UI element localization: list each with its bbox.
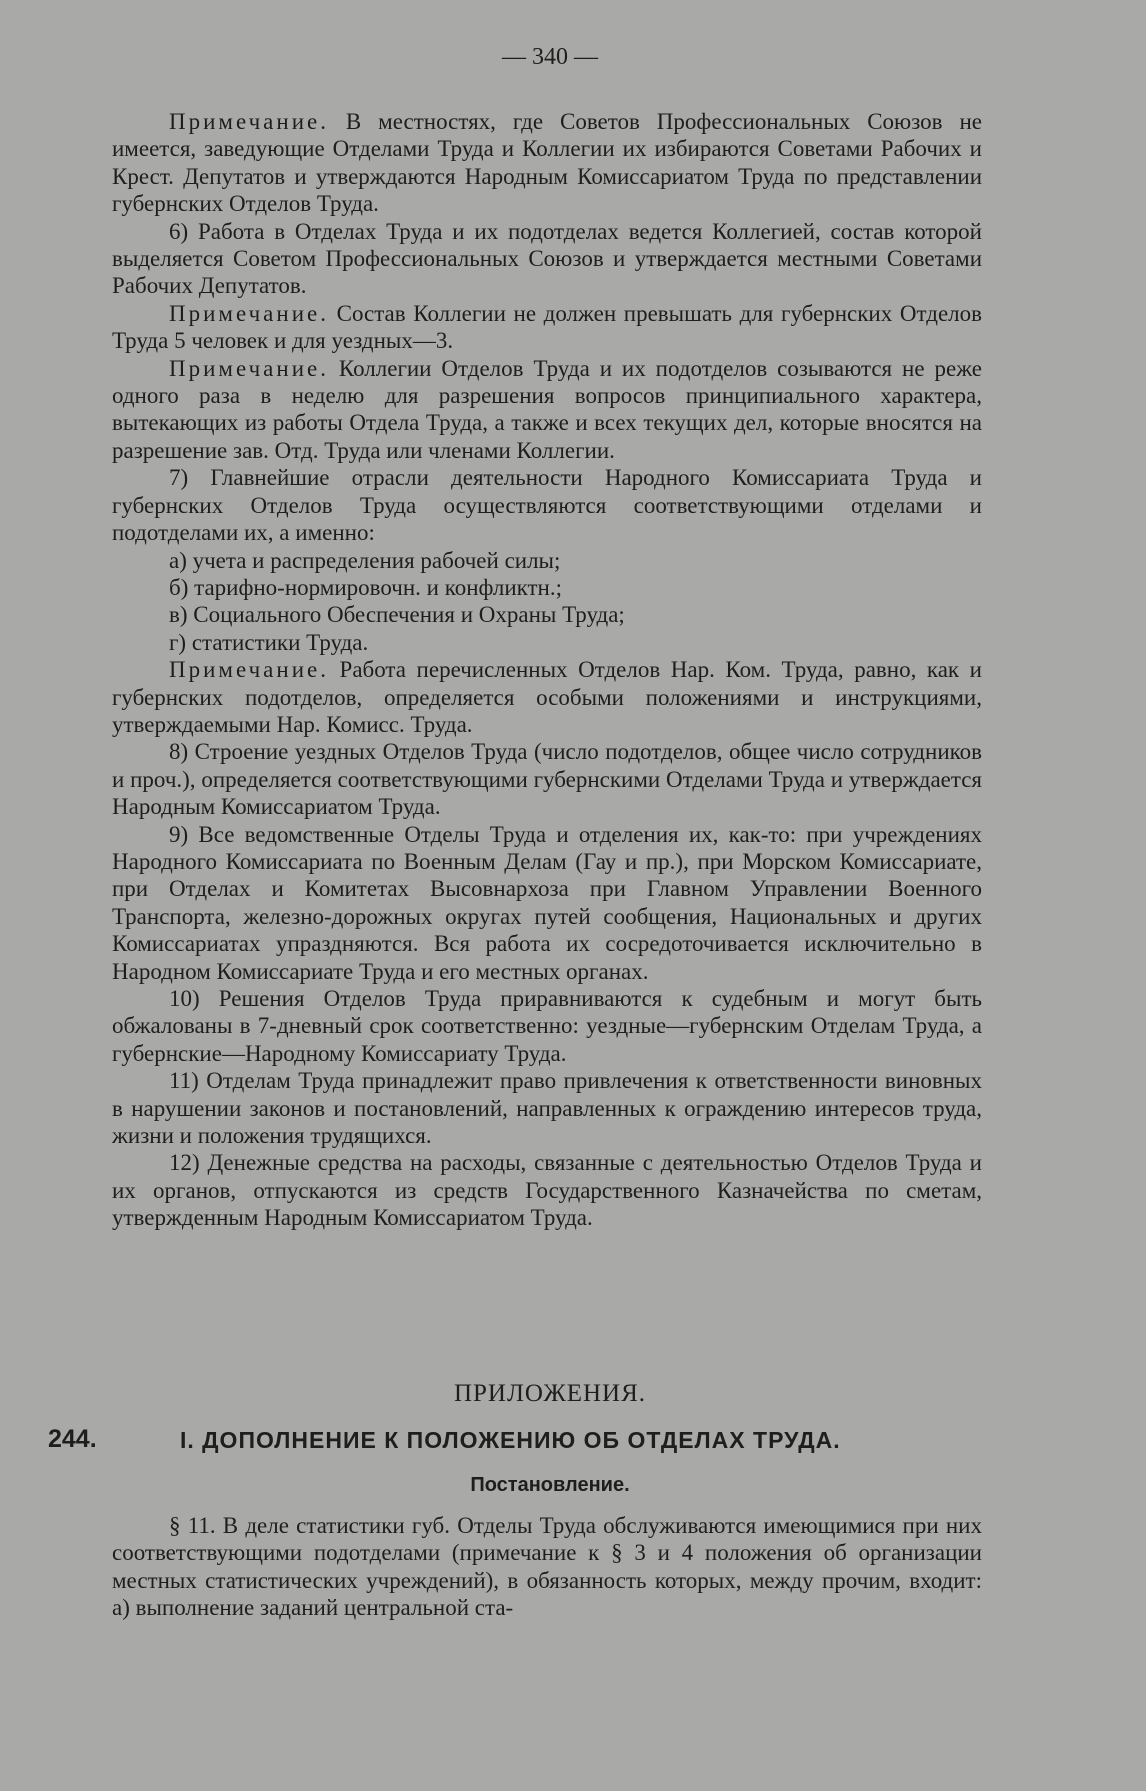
paragraph-6: 6) Работа в Отделах Труда и их подотделах ведется Коллегией, состав которой выделяется Советом Профессиональных Союзов и утверждается местными Советами Рабочих Депутатов. <box>112 218 982 299</box>
list-item: б) тарифно-нормировочн. и конфликтн.; <box>169 574 562 600</box>
list-item: в) Социального Обеспечения и Охраны Труда; <box>169 602 625 628</box>
subheading: Постановление. <box>470 1474 630 1496</box>
paragraph-11: 11) Отделам Труда принадлежит право привлечения к ответственности виновных в нарушении законов и постановлений, направленных к ограждению интересов труда, жизни и положения трудящихся. <box>112 1068 982 1149</box>
paragraph-12: 12) Денежные средства на расходы, связанные с деятельностью Отделов Труда и их органов, отпускаются из средств Государственного Казначейства по сметам, утвержденным Народным Комиссариатом Труда. <box>112 1150 982 1231</box>
section-number: 244. <box>48 1425 97 1453</box>
note-paragraph <box>112 108 982 218</box>
note-label: Примечание. <box>169 355 329 381</box>
paragraph-text: Коллегии Отделов Труда и их подотделов созываются не реже одного раза в неделю для разрешения вопросов принципиального характера, вытекающих из работы Отдела Труда, а также и всех текущих дел, которые вносятся на разрешение зав. Отд. Труда или членами Коллегии. <box>112 355 982 463</box>
paragraph-9: 9) Все ведомственные Отделы Труда и отделения их, как-то: при учреждениях Народного Комиссариата по Военным Делам (Гау и пр.), при Морском Комиссариате, при Отделах и Комитетах Высовнархоза при Главном Управлении Военного Транспорта, железно-дорожных округах путей сообщения, Национальных и других Комиссариатах упраздняются. Вся работа их сосредоточивается исключительно в Народном Комиссариате Труда и его местных органах. <box>112 821 982 984</box>
list-item: г) статистики Труда. <box>169 629 369 655</box>
paragraph-8: 8) Строение уездных Отделов Труда (число подотделов, общее число сотрудников и проч.), определяется соответствующими губернскими Отделами Труда и утверждается Народным Комиссариатом Труда. <box>112 739 982 820</box>
appendix-heading: ПРИЛОЖЕНИЯ. <box>453 1380 647 1407</box>
note-paragraph <box>112 300 982 355</box>
page-number: — 340 — <box>502 44 598 70</box>
note-label: Примечание. <box>169 300 329 326</box>
note-label: Примечание. <box>169 109 329 134</box>
paragraph-text: В местностях, где Советов Профессиональных Союзов не имеется, заведующие Отделами Труда и Коллегии их избираются Советами Рабочих и Крест. Депутатов и утверждаются Народным Комиссариатом Труда по представлении губернских Отделов Труда. <box>112 109 982 217</box>
decree-paragraph: § 11. В деле статистики губ. Отделы Труда обслуживаются имеющимися при них соответствующими подотделами (примечание к § 3 и 4 положения об организации местных статистических учреждений), в обязанность которых, между прочим, входит: а) выполнение заданий центральной ста- <box>112 1513 982 1621</box>
paragraph-text: Работа перечисленных Отделов Нар. Ком. Труда, равно, как и губернских подотделов, определяется особыми положениями и инструкциями, утверждаемыми Нар. Комисс. Труда. <box>112 657 982 737</box>
body-text <box>112 108 982 1232</box>
paragraph-7: 7) Главнейшие отрасли деятельности Народного Комиссариата Труда и губернских Отделов Труда осуществляются соответствующими отделами и подотделами их, а именно: <box>112 465 982 546</box>
paragraph-text: Состав Коллегии не должен превышать для губернских Отделов Труда 5 человек и для уездных—3. <box>112 300 982 354</box>
note-paragraph <box>112 656 982 738</box>
section-title: I. ДОПОЛНЕНИЕ К ПОЛОЖЕНИЮ ОБ ОТДЕЛАХ ТРУДА. <box>180 1427 841 1453</box>
paragraph-10: 10) Решения Отделов Труда приравниваются к судебным и могут быть обжалованы в 7-дневный срок соответственно: уездные—губернским Отделам Труда, а губернские—Народному Комиссариату Труда. <box>112 986 982 1066</box>
note-label: Примечание. <box>169 657 329 683</box>
list-item: а) учета и распределения рабочей силы; <box>169 547 561 573</box>
note-paragraph <box>112 355 982 465</box>
